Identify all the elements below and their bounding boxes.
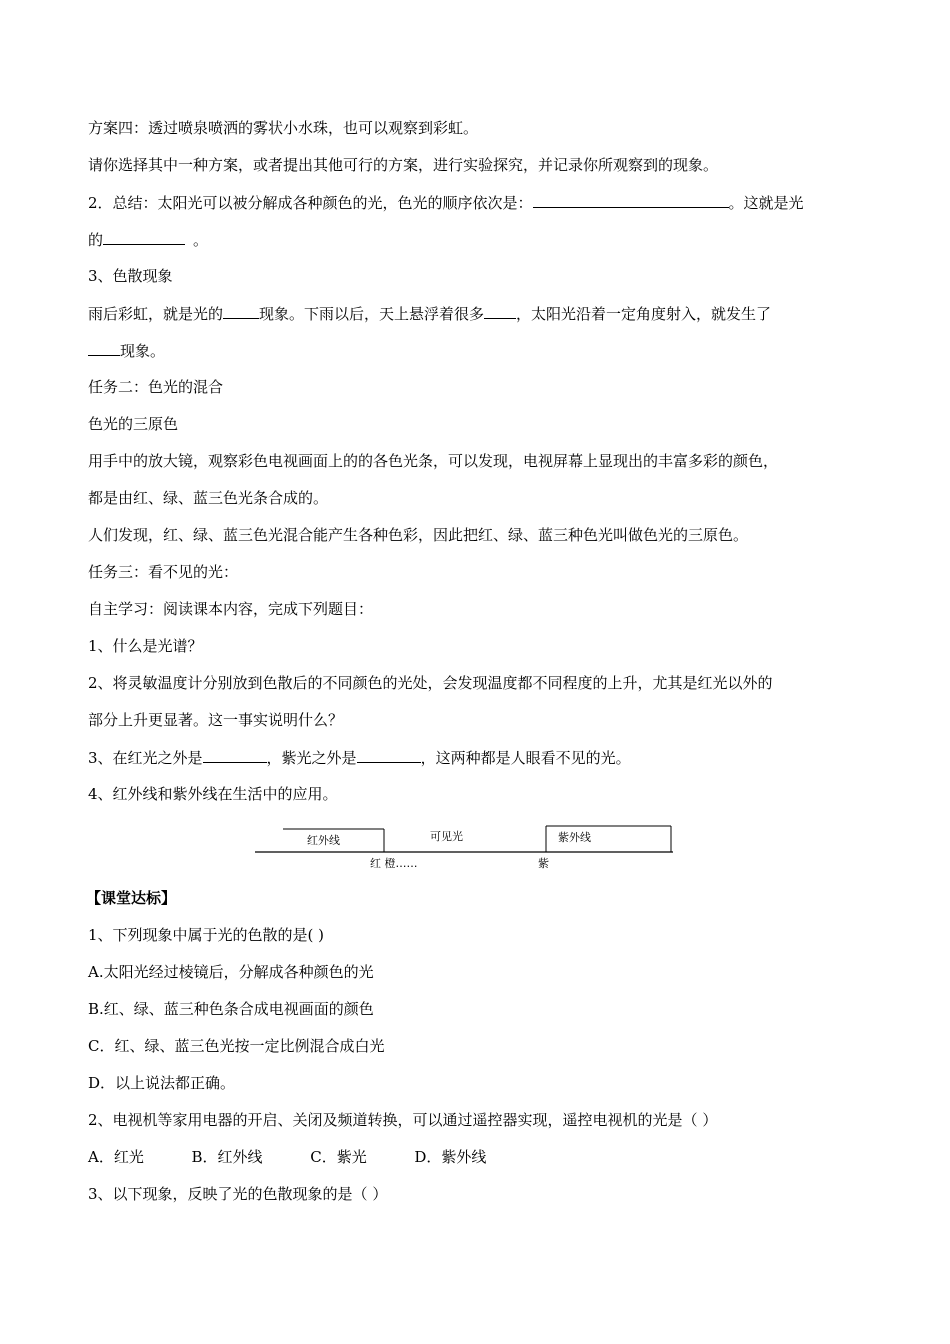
fill-blank[interactable] bbox=[533, 192, 729, 208]
fill-blank[interactable] bbox=[223, 303, 259, 319]
violet-label: 紫 bbox=[538, 857, 549, 870]
fill-blank[interactable] bbox=[203, 747, 267, 763]
fill-blank[interactable] bbox=[103, 229, 185, 245]
text-segment: 现象。 bbox=[120, 342, 166, 360]
text-segment: ，太阳光沿着一定角度射入，就发生了 bbox=[516, 305, 772, 323]
answer-option: B.红、绿、蓝三种色条合成电视画面的颜色 bbox=[88, 1000, 374, 1018]
section-heading: 【课堂达标】 bbox=[86, 889, 177, 907]
visible-light-label: 可见光 bbox=[430, 830, 463, 843]
text-segment: 现象。下雨以后，天上悬浮着很多 bbox=[259, 305, 485, 323]
answer-options: A．红光 B．红外线 C．紫光 D．紫外线 bbox=[88, 1148, 487, 1166]
text-line: 自主学习：阅读课本内容，完成下列题目： bbox=[88, 600, 374, 618]
subsection-title: 色光的三原色 bbox=[88, 415, 179, 433]
text-line: 都是由红、绿、蓝三色光条合成的。 bbox=[88, 489, 329, 507]
ultraviolet-label: 紫外线 bbox=[558, 831, 591, 844]
task-title: 任务三：看不见的光： bbox=[88, 563, 239, 581]
question-line: 4、红外线和紫外线在生活中的应用。 bbox=[88, 785, 338, 803]
answer-option: D．以上说法都正确。 bbox=[88, 1074, 236, 1092]
text-segment: 雨后彩虹，就是光的 bbox=[88, 305, 224, 323]
text-line: 人们发现，红、绿、蓝三色光混合能产生各种色彩，因此把红、绿、蓝三种色光叫做色光的三原色。 bbox=[88, 526, 749, 544]
text-segment: ，这两种都是人眼看不见的光。 bbox=[420, 749, 631, 767]
text-line: 方案四：透过喷泉喷洒的雾状小水珠，也可以观察到彩虹。 bbox=[88, 119, 479, 137]
fill-blank[interactable] bbox=[88, 340, 120, 356]
spectrum-lines bbox=[255, 822, 675, 874]
question-line: 1、下列现象中属于光的色散的是( ) bbox=[88, 926, 325, 944]
rainbow-line bbox=[88, 303, 771, 324]
infrared-label: 红外线 bbox=[307, 834, 340, 847]
text-segment: 。这就是光 bbox=[728, 194, 804, 212]
question-line: 部分上升更显著。这一事实说明什么？ bbox=[88, 711, 344, 729]
text-segment: ，紫光之外是 bbox=[266, 749, 357, 767]
text-segment: 3、在红光之外是 bbox=[88, 749, 203, 767]
summary-line-cont bbox=[88, 229, 208, 250]
question-line bbox=[88, 747, 631, 768]
rainbow-line-cont bbox=[88, 340, 165, 361]
red-orange-label: 红 橙…… bbox=[370, 857, 418, 870]
text-segment: 。 bbox=[193, 231, 209, 249]
fill-blank[interactable] bbox=[357, 747, 421, 763]
text-line: 请你选择其中一种方案，或者提出其他可行的方案，进行实验探究，并记录你所观察到的现象。 bbox=[88, 156, 719, 174]
question-line: 3、以下现象，反映了光的色散现象的是（ ） bbox=[88, 1185, 388, 1203]
section-title: 3、色散现象 bbox=[88, 267, 173, 285]
answer-option: A.太阳光经过棱镜后，分解成各种颜色的光 bbox=[88, 963, 374, 981]
spectrum-diagram bbox=[255, 822, 675, 874]
text-segment: 的 bbox=[88, 231, 104, 249]
question-line: 2、将灵敏温度计分别放到色散后的不同颜色的光处，会发现温度都不同程度的上升，尤其是红光以外的 bbox=[88, 674, 773, 692]
answer-option: C．红、绿、蓝三色光按一定比例混合成白光 bbox=[88, 1037, 385, 1055]
task-title: 任务二：色光的混合 bbox=[88, 378, 224, 396]
text-segment: 2．总结：太阳光可以被分解成各种颜色的光，色光的顺序依次是： bbox=[88, 194, 533, 212]
text-line: 用手中的放大镜，观察彩色电视画面上的的各色光条，可以发现，电视屏幕上显现出的丰富多彩的颜色， bbox=[88, 452, 779, 470]
summary-line bbox=[88, 192, 804, 213]
question-line: 2、电视机等家用电器的开启、关闭及频道转换，可以通过遥控器实现，遥控电视机的光是（ ） bbox=[88, 1111, 718, 1129]
question-line: 1、什么是光谱？ bbox=[88, 637, 203, 655]
fill-blank[interactable] bbox=[484, 303, 516, 319]
